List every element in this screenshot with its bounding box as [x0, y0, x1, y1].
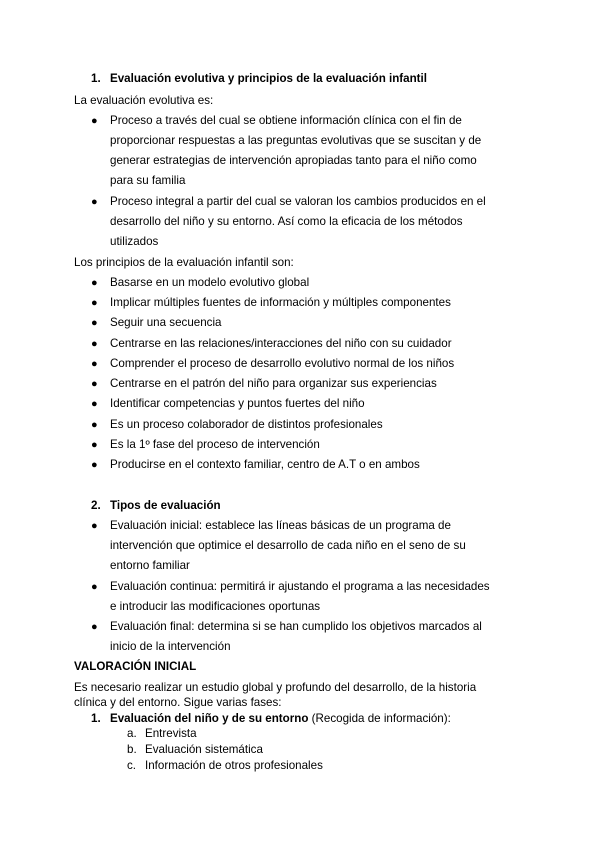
valoracion-para-line1: Es necesario realizar un estudio global y profundo del desarrollo, de la historia [74, 681, 477, 694]
valoracion-para-line2: clínica y del entorno. Sigue varias fases: [74, 696, 282, 709]
sub-letter: a. [127, 727, 137, 740]
s1-bullet2-line1: Proceso integral a partir del cual se valoran los cambios producidos en el [110, 195, 486, 208]
bullet-icon: ● [91, 378, 98, 390]
s2-bullet1-line2: intervención que optimice el desarrollo de cada niño en el seno de su [110, 539, 466, 552]
principle-item: Basarse en un modelo evolutivo global [110, 276, 310, 289]
bullet-icon: ● [91, 358, 98, 370]
principle-item: Identificar competencias y puntos fuertes del niño [110, 397, 365, 410]
sub-item: Información de otros profesionales [145, 759, 323, 772]
s2-bullet1-line1: Evaluación inicial: establece las líneas básicas de un programa de [110, 519, 451, 532]
principle-item: Comprender el proceso de desarrollo evolutivo normal de los niños [110, 357, 455, 370]
bullet-icon: ● [91, 419, 98, 431]
section1-intro: La evaluación evolutiva es: [74, 94, 214, 107]
principle-item: Seguir una secuencia [110, 316, 222, 329]
valoracion-heading: VALORACIÓN INICIAL [74, 660, 197, 673]
section1-title: Evaluación evolutiva y principios de la evaluación infantil [110, 72, 427, 85]
valoracion-item-rest: (Recogida de información): [308, 712, 451, 725]
section1-number: 1. [91, 72, 101, 85]
bullet-icon: ● [91, 277, 98, 289]
s2-bullet2-line1: Evaluación continua: permitirá ir ajustando el programa a las necesidades [110, 580, 490, 593]
s1-bullet2-line2: desarrollo del niño y su entorno. Así como la eficacia de los métodos [110, 215, 463, 228]
s1-bullet1-line4: para su familia [110, 174, 186, 187]
s2-bullet2-line2: e introducir las modificaciones oportunas [110, 600, 321, 613]
valoracion-item-bold: Evaluación del niño y de su entorno [110, 712, 309, 725]
sub-item: Entrevista [145, 727, 197, 740]
s2-bullet3-line1: Evaluación final: determina si se han cumplido los objetivos marcados al [110, 620, 482, 633]
bullet-icon: ● [91, 581, 98, 593]
section2-title: Tipos de evaluación [110, 499, 221, 512]
s1-bullet2-line3: utilizados [110, 235, 159, 248]
bullet-icon: ● [91, 621, 98, 633]
bullet-icon: ● [91, 338, 98, 350]
sub-item: Evaluación sistemática [145, 743, 263, 756]
bullet-icon: ● [91, 439, 98, 451]
principle-item: Centrarse en el patrón del niño para organizar sus experiencias [110, 377, 437, 390]
bullet-icon: ● [91, 398, 98, 410]
s1-bullet1-line3: generar estrategias de intervención apropiadas tanto para el niño como [110, 154, 477, 167]
s2-bullet3-line2: inicio de la intervención [110, 640, 231, 653]
bullet-icon: ● [91, 459, 98, 471]
principle-item: Es un proceso colaborador de distintos profesionales [110, 418, 383, 431]
bullet-icon: ● [91, 115, 98, 127]
principle-item: Producirse en el contexto familiar, centro de A.T o en ambos [110, 458, 420, 471]
principle-item: Implicar múltiples fuentes de información y múltiples componentes [110, 296, 451, 309]
principle-item: Es la 1º fase del proceso de intervención [110, 438, 320, 451]
bullet-icon: ● [91, 520, 98, 532]
valoracion-item-number: 1. [91, 712, 101, 725]
s2-bullet1-line3: entorno familiar [110, 559, 190, 572]
valoracion-item [110, 712, 451, 726]
bullet-icon: ● [91, 297, 98, 309]
bullet-icon: ● [91, 317, 98, 329]
principles-intro: Los principios de la evaluación infantil son: [74, 256, 294, 269]
s1-bullet1-line2: proporcionar respuestas a las preguntas evolutivas que se suscitan y de [110, 134, 482, 147]
bullet-icon: ● [91, 196, 98, 208]
sub-letter: b. [127, 743, 137, 756]
principle-item: Centrarse en las relaciones/interacciones del niño con su cuidador [110, 337, 452, 350]
section2-number: 2. [91, 499, 101, 512]
sub-letter: c. [127, 759, 137, 772]
s1-bullet1-line1: Proceso a través del cual se obtiene información clínica con el fin de [110, 114, 462, 127]
